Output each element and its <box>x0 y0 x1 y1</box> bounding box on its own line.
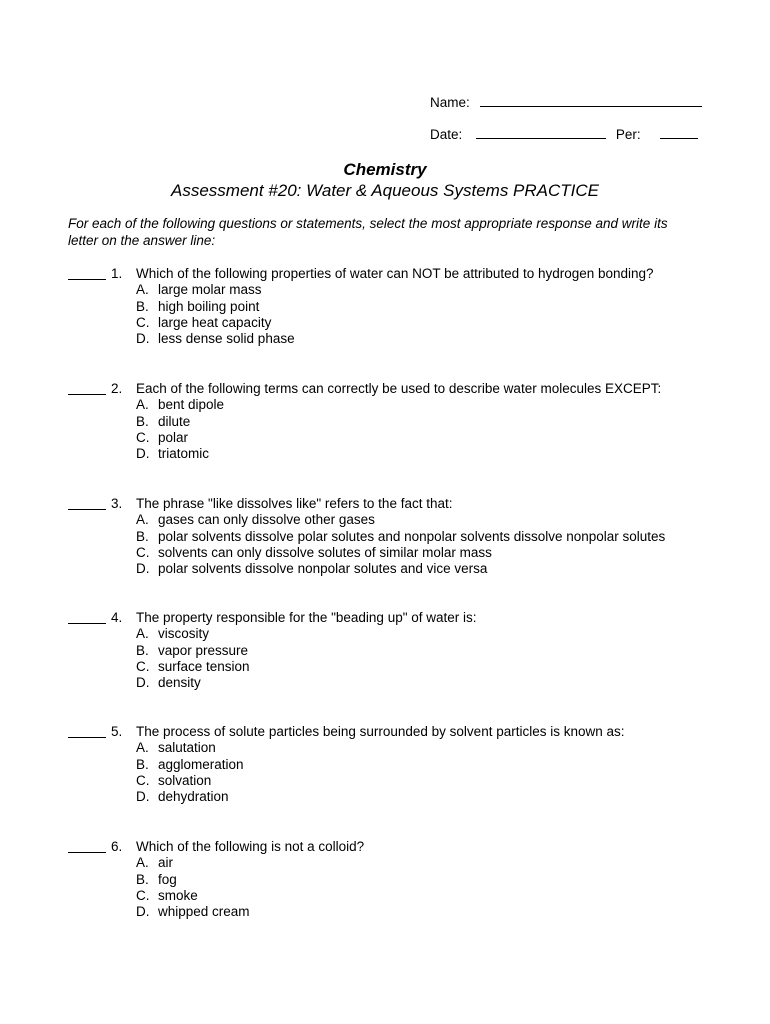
option-text: solvation <box>158 772 212 788</box>
question-text: Each of the following terms can correctly be used to describe water molecules EXCEPT: <box>136 381 662 396</box>
option-b <box>68 643 708 659</box>
question-number: 1. <box>111 266 123 281</box>
option-letter: A. <box>136 397 149 413</box>
date-row <box>430 126 698 143</box>
option-letter: D. <box>136 675 150 691</box>
question-text: The process of solute particles being surrounded by solvent particles is known as: <box>136 724 625 739</box>
option-letter: D. <box>136 789 150 805</box>
option-letter: D. <box>136 904 150 920</box>
option-text: high boiling point <box>158 298 260 314</box>
question-3 <box>68 496 708 577</box>
question-5 <box>68 724 708 805</box>
option-text: agglomeration <box>158 756 244 772</box>
option-a <box>68 626 708 642</box>
option-text: viscosity <box>158 626 210 642</box>
option-letter: B. <box>136 756 149 772</box>
question-number: 3. <box>111 496 123 511</box>
option-a <box>68 855 708 871</box>
answer-line[interactable] <box>68 381 106 395</box>
option-c <box>68 773 708 789</box>
option-c <box>68 888 708 904</box>
option-b <box>68 299 708 315</box>
option-letter: A. <box>136 855 149 871</box>
question-4 <box>68 610 708 691</box>
name-field[interactable] <box>480 94 702 107</box>
answer-line[interactable] <box>68 496 106 510</box>
option-d <box>68 446 708 462</box>
option-text: bent dipole <box>158 397 225 413</box>
option-letter: B. <box>136 871 149 887</box>
option-text: dilute <box>158 413 191 429</box>
option-b <box>68 529 708 545</box>
question-stem <box>68 266 708 282</box>
question-6 <box>68 839 708 920</box>
option-text: vapor pressure <box>158 642 249 658</box>
option-letter: C. <box>136 314 150 330</box>
option-letter: B. <box>136 298 149 314</box>
option-text: smoke <box>158 887 198 903</box>
option-b <box>68 757 708 773</box>
option-letter: D. <box>136 446 150 462</box>
option-a <box>68 512 708 528</box>
date-label: Date: <box>430 127 463 142</box>
option-c <box>68 659 708 675</box>
date-field[interactable] <box>476 126 606 139</box>
question-1 <box>68 266 708 347</box>
option-letter: C. <box>136 772 150 788</box>
option-b <box>68 414 708 430</box>
option-text: dehydration <box>158 789 229 805</box>
option-a <box>68 397 708 413</box>
option-text: surface tension <box>158 658 250 674</box>
per-field[interactable] <box>660 126 698 139</box>
option-b <box>68 872 708 888</box>
question-number: 6. <box>111 839 123 854</box>
option-letter: C. <box>136 429 150 445</box>
option-text: less dense solid phase <box>158 331 295 347</box>
option-d <box>68 675 708 691</box>
option-letter: D. <box>136 331 150 347</box>
option-letter: A. <box>136 512 149 528</box>
option-a <box>68 282 708 298</box>
option-c <box>68 315 708 331</box>
question-stem <box>68 496 708 512</box>
option-letter: C. <box>136 658 150 674</box>
course-title: Chemistry <box>343 160 427 179</box>
question-stem <box>68 610 708 626</box>
option-c <box>68 430 708 446</box>
answer-line[interactable] <box>68 839 106 853</box>
option-letter: D. <box>136 561 150 577</box>
question-number: 2. <box>111 381 123 396</box>
option-letter: A. <box>136 626 149 642</box>
question-number: 5. <box>111 724 123 739</box>
question-text: The property responsible for the "beading up" of water is: <box>136 610 477 625</box>
option-d <box>68 331 708 347</box>
question-stem <box>68 381 708 397</box>
option-text: polar solvents dissolve polar solutes and nonpolar solvents dissolve nonpolar solutes <box>158 528 666 544</box>
option-text: whipped cream <box>158 904 250 920</box>
instructions: For each of the following questions or statements, select the most appropriate response and write its letter on the answer line: <box>68 216 668 248</box>
option-d <box>68 904 708 920</box>
question-stem <box>68 839 708 855</box>
option-letter: A. <box>136 740 149 756</box>
option-a <box>68 740 708 756</box>
option-text: large molar mass <box>158 282 262 298</box>
option-text: polar <box>158 429 189 445</box>
question-text: Which of the following is not a colloid? <box>136 839 365 854</box>
question-number: 4. <box>111 610 123 625</box>
option-letter: B. <box>136 642 149 658</box>
option-text: solvents can only dissolve solutes of similar molar mass <box>158 544 492 560</box>
name-label: Name: <box>430 95 470 110</box>
option-letter: C. <box>136 544 150 560</box>
option-text: salutation <box>158 740 216 756</box>
name-row <box>430 94 702 111</box>
option-letter: A. <box>136 282 149 298</box>
question-text: Which of the following properties of water can NOT be attributed to hydrogen bonding? <box>136 266 654 281</box>
question-stem <box>68 724 708 740</box>
option-c <box>68 545 708 561</box>
option-d <box>68 789 708 805</box>
answer-line[interactable] <box>68 266 106 280</box>
option-text: large heat capacity <box>158 314 272 330</box>
option-letter: B. <box>136 413 149 429</box>
question-2 <box>68 381 708 462</box>
option-letter: B. <box>136 528 149 544</box>
per-label: Per: <box>615 127 641 142</box>
assessment-title: Assessment #20: Water & Aqueous Systems PRACTICE <box>171 181 599 200</box>
option-text: air <box>158 855 174 871</box>
answer-line[interactable] <box>68 610 106 624</box>
option-text: gases can only dissolve other gases <box>158 512 375 528</box>
question-text: The phrase "like dissolves like" refers to the fact that: <box>136 496 453 511</box>
option-text: fog <box>158 871 177 887</box>
option-text: triatomic <box>158 446 210 462</box>
option-d <box>68 561 708 577</box>
option-letter: C. <box>136 887 150 903</box>
option-text: density <box>158 675 201 691</box>
answer-line[interactable] <box>68 724 106 738</box>
option-text: polar solvents dissolve nonpolar solutes and vice versa <box>158 561 488 577</box>
